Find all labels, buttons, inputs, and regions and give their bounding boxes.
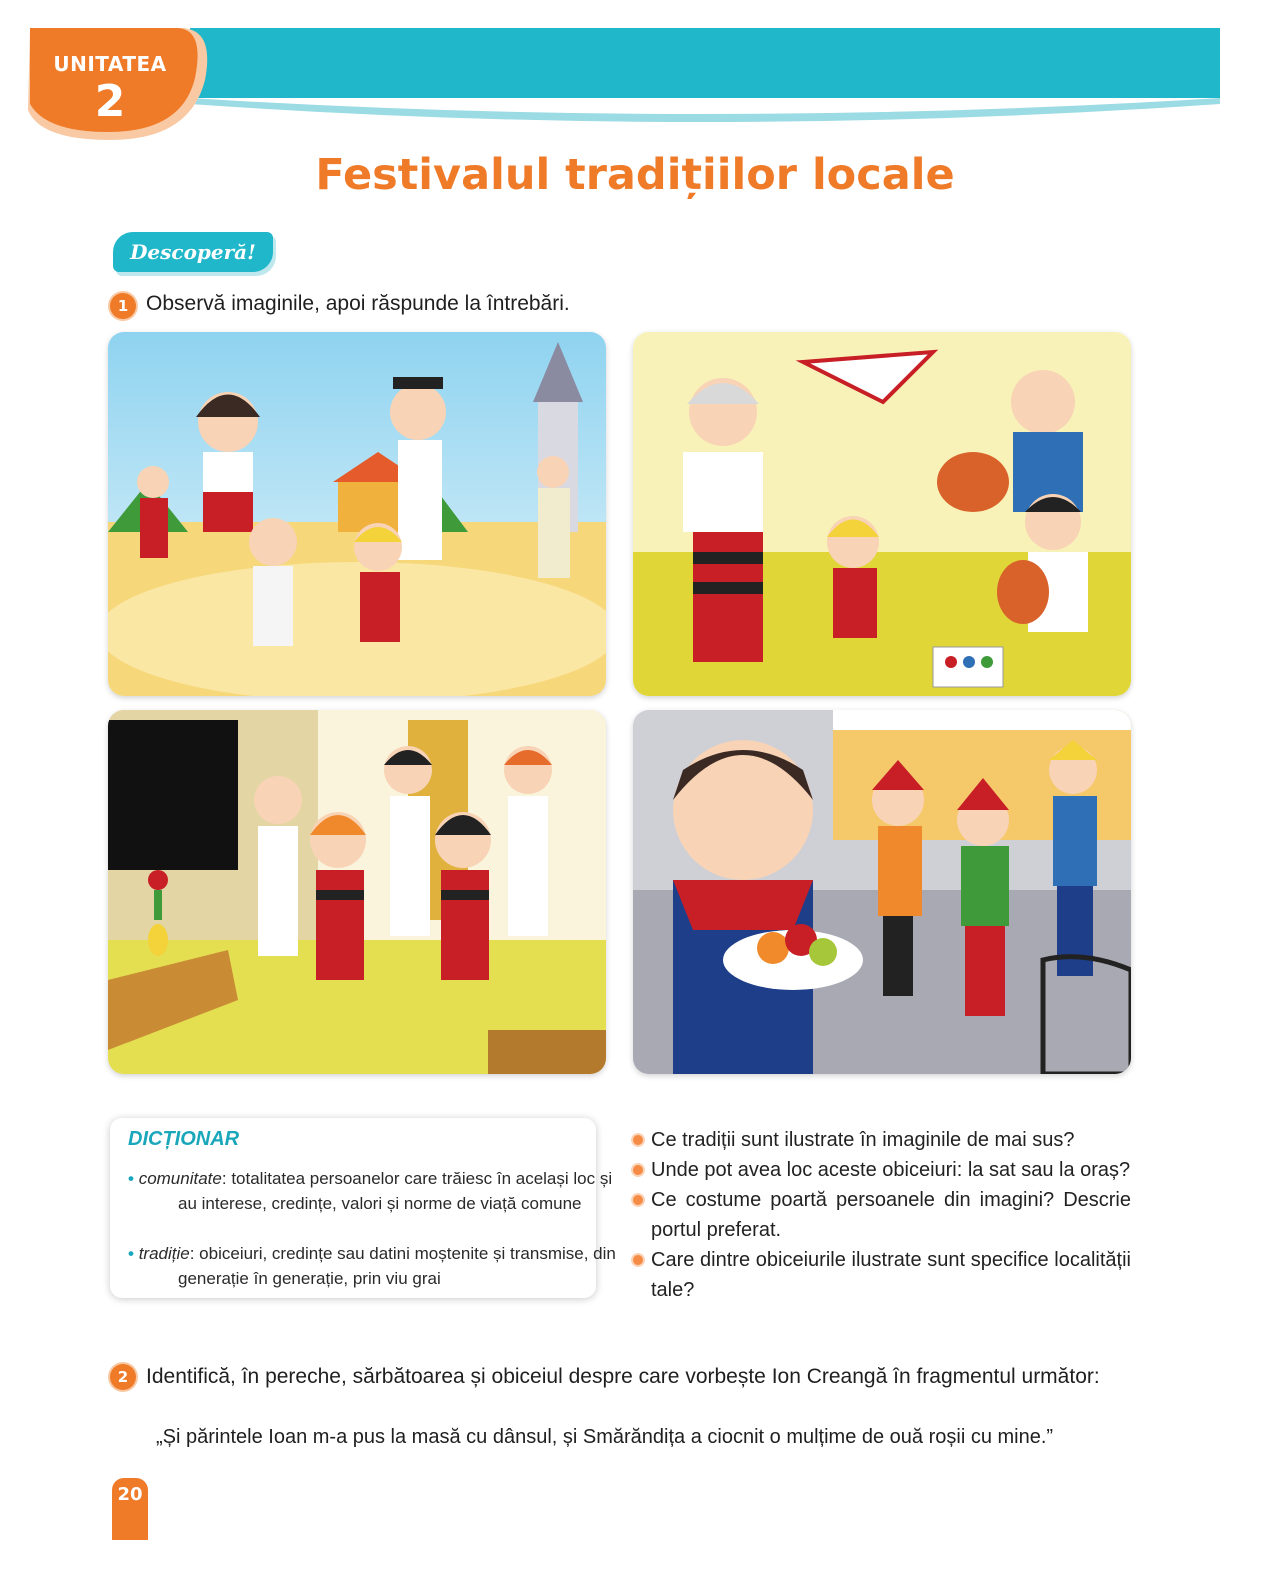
unit-label: UNITATEA <box>53 52 167 76</box>
dictionary-entry: • tradiție: obiceiuri, credințe sau datini moștenite și transmise, din generație în generație, prin viu grai <box>128 1244 616 1288</box>
winter-caroling-illustration <box>633 710 1131 1074</box>
school-choir-folk-costumes-illustration <box>108 710 606 1074</box>
dictionary-entry: • comunitate: totalitatea persoanelor care trăiesc în același loc și au interese, credințe, valori și norme de viață comune <box>128 1169 613 1213</box>
question-item: Unde pot avea loc aceste obiceiuri: la sat sau la oraș? <box>633 1155 1131 1185</box>
bullet-icon <box>633 1255 643 1265</box>
folk-dance-village-illustration <box>108 332 606 696</box>
question-list <box>633 1125 1131 1305</box>
dictionary-definition: obiceiuri, credințe sau datini moștenite și transmise, din generație în generație, prin viu grai <box>178 1244 616 1288</box>
dictionary-definition: totalitatea persoanelor care trăiesc în același loc și au interese, credințe, valori și norme de viață comune <box>178 1169 613 1213</box>
page-title: Festivalul tradițiilor locale <box>315 150 955 200</box>
bullet-icon <box>633 1195 643 1205</box>
dictionary-term: comunitate <box>138 1169 222 1188</box>
unit-number: 2 <box>94 76 126 127</box>
dictionary-term: tradiție <box>138 1244 190 1263</box>
unit-header-banner <box>0 0 1270 160</box>
dictionary-title: DICȚIONAR <box>128 1128 240 1150</box>
dictionary-box <box>110 1118 616 1298</box>
crafts-pottery-weaving-illustration <box>633 332 1131 696</box>
bullet-icon: • <box>128 1244 139 1263</box>
question-item: Care dintre obiceiurile ilustrate sunt specifice localității tale? <box>633 1245 1131 1305</box>
exercise-instruction: Identifică, în pereche, sărbătoarea și obiceiul despre care vorbește Ion Creangă în fragmentul următor: <box>146 1365 1100 1388</box>
bullet-icon <box>633 1165 643 1175</box>
exercise-number-badge: 2 <box>110 1364 136 1390</box>
page-number: 20 <box>117 1484 143 1505</box>
literary-quote: „Și părintele Ioan m-a pus la masă cu dânsul, și Smărăndița a ciocnit o mulțime de ouă roșii cu mine.” <box>156 1426 1054 1448</box>
section-badge: Descoperă! <box>113 232 273 272</box>
exercise-number-badge: 1 <box>110 293 136 319</box>
bullet-icon <box>633 1135 643 1145</box>
question-item: Ce tradiții sunt ilustrate în imaginile de mai sus? <box>633 1125 1131 1155</box>
question-item: Ce costume poartă persoanele din imagini? Descrie portul preferat. <box>633 1185 1131 1245</box>
bullet-icon: • <box>128 1169 139 1188</box>
exercise-instruction: Observă imaginile, apoi răspunde la întrebări. <box>146 292 570 315</box>
